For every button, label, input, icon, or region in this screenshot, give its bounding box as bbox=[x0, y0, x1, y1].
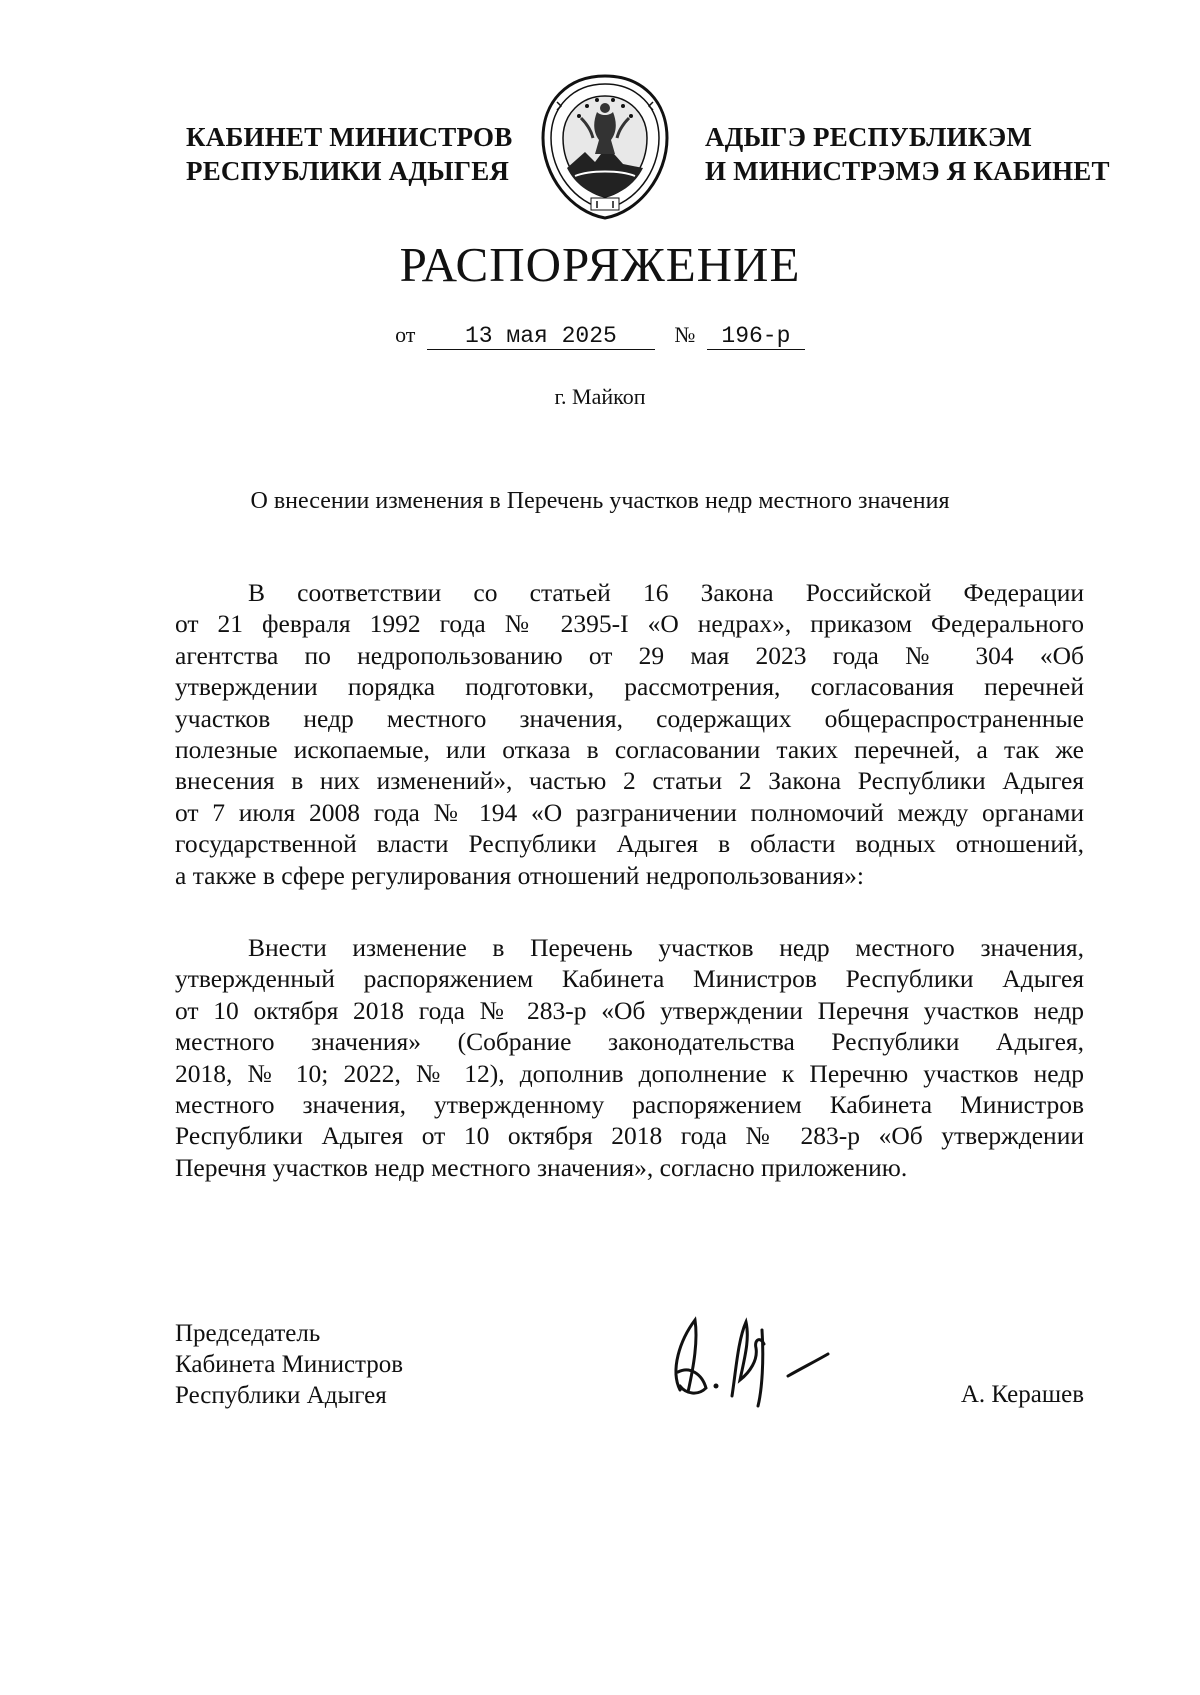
paragraph-line: 2018, № 10; 2022, № 12), дополнив дополнение к Перечню участков недр bbox=[175, 1058, 1084, 1088]
paragraph-line: местного значения» (Собрание законодательства Республики Адыгея, bbox=[175, 1027, 1084, 1057]
paragraph-line: Перечня участков недр местного значения», согласно приложению. bbox=[175, 1152, 908, 1182]
position-line3: Республики Адыгея bbox=[175, 1382, 387, 1409]
paragraph-line: Внести изменение в Перечень участков недр местного значения, bbox=[248, 933, 1084, 962]
position-line2: Кабинета Министров bbox=[175, 1351, 404, 1378]
number-prefix: № bbox=[674, 322, 696, 347]
paragraph-line: утверждении порядка подготовки, рассмотрения, согласования перечней bbox=[175, 672, 1084, 702]
position-line1: Председатель bbox=[175, 1320, 321, 1347]
city: г. Майкоп bbox=[554, 384, 646, 409]
paragraph-line: внесения в них изменений», частью 2 статьи 2 Закона Республики Адыгея bbox=[175, 766, 1084, 796]
signatory-position bbox=[175, 1318, 403, 1411]
paragraph-line: агентства по недропользованию от 29 мая 2023 года № 304 «Об bbox=[175, 640, 1084, 670]
paragraph-line: местного значения, утвержденному распоряжением Кабинета Министров bbox=[175, 1090, 1084, 1120]
handwritten-signature-icon bbox=[650, 1300, 840, 1410]
date-number-line bbox=[0, 322, 1200, 350]
signer-name: А. Керашев bbox=[960, 1381, 1084, 1408]
paragraph-line: Республики Адыгея от 10 октября 2018 года № 283-р «Об утверждении bbox=[175, 1121, 1084, 1151]
header-left-line2: РЕСПУБЛИКИ АДЫГЕЯ bbox=[186, 156, 510, 186]
date-prefix: от bbox=[395, 322, 416, 347]
paragraph-line: полезные ископаемые, или отказа в согласовании таких перечней, а так же bbox=[175, 735, 1084, 765]
paragraph-1 bbox=[175, 577, 1084, 891]
header-left bbox=[186, 120, 512, 188]
paragraph-line: а также в сфере регулирования отношений недропользования»: bbox=[175, 860, 864, 890]
paragraph-line: от 10 октября 2018 года № 283-р «Об утверждении Перечня участков недр bbox=[175, 995, 1084, 1025]
date-value: 13 мая 2025 bbox=[427, 323, 655, 350]
paragraph-line: государственной власти Республики Адыгея в области водных отношений, bbox=[175, 829, 1084, 859]
header-right-line2: И МИНИСТРЭМЭ Я КАБИНЕТ bbox=[705, 156, 1110, 186]
paragraph-2 bbox=[175, 932, 1084, 1183]
paragraph-line: В соответствии со статьей 16 Закона Российской Федерации bbox=[248, 578, 1084, 607]
header-right bbox=[705, 120, 1110, 188]
document-title: РАСПОРЯЖЕНИЕ bbox=[399, 237, 801, 292]
coat-of-arms-icon bbox=[535, 72, 675, 222]
header-right-line1: АДЫГЭ РЕСПУБЛИКЭМ bbox=[705, 122, 1033, 152]
paragraph-line: утвержденный распоряжением Кабинета Министров Республики Адыгея bbox=[175, 964, 1084, 994]
paragraph-line: участков недр местного значения, содержащих общераспространенные bbox=[175, 703, 1084, 733]
number-value: 196-р bbox=[707, 323, 805, 350]
paragraph-line: от 7 июля 2008 года № 194 «О разграничении полномочий между органами bbox=[175, 797, 1084, 827]
paragraph-line: от 21 февраля 1992 года № 2395-I «О недрах», приказом Федерального bbox=[175, 609, 1084, 639]
document-subject: О внесении изменения в Перечень участков недр местного значения bbox=[250, 488, 950, 514]
header-left-line1: КАБИНЕТ МИНИСТРОВ bbox=[186, 122, 513, 152]
